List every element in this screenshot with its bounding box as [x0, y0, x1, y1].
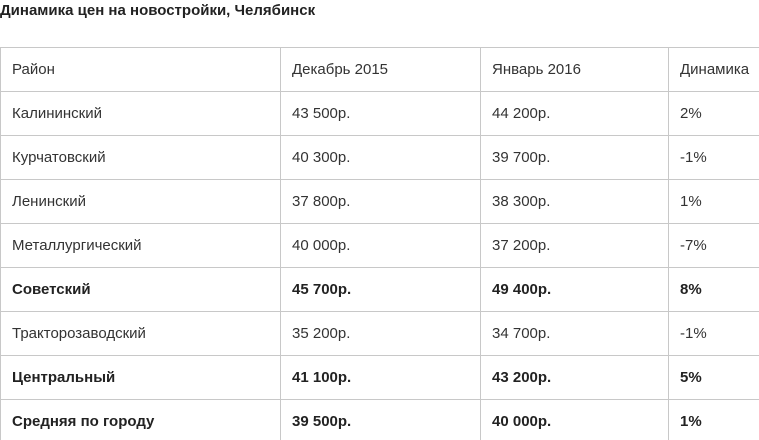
cell-change: 2%: [669, 92, 759, 136]
cell-change: 1%: [669, 180, 759, 224]
cell-district: Центральный: [1, 356, 281, 400]
cell-dec2015: 39 500р.: [281, 400, 481, 440]
header-district: Район: [1, 48, 281, 92]
cell-jan2016: 38 300р.: [481, 180, 669, 224]
table-row: [1, 136, 759, 180]
cell-dec2015: 40 300р.: [281, 136, 481, 180]
table-row: [1, 312, 759, 356]
cell-district: Средняя по городу: [1, 400, 281, 440]
cell-district: Курчатовский: [1, 136, 281, 180]
cell-jan2016: 39 700р.: [481, 136, 669, 180]
table-row: [1, 356, 759, 400]
table-row: [1, 268, 759, 312]
price-table: [0, 47, 759, 440]
header-change: Динамика: [669, 48, 759, 92]
table-row: [1, 400, 759, 440]
cell-district: Калининский: [1, 92, 281, 136]
cell-jan2016: 49 400р.: [481, 268, 669, 312]
cell-jan2016: 44 200р.: [481, 92, 669, 136]
cell-change: -1%: [669, 312, 759, 356]
cell-dec2015: 35 200р.: [281, 312, 481, 356]
cell-change: 8%: [669, 268, 759, 312]
table-row: [1, 224, 759, 268]
cell-jan2016: 37 200р.: [481, 224, 669, 268]
cell-dec2015: 43 500р.: [281, 92, 481, 136]
cell-district: Металлургический: [1, 224, 281, 268]
cell-jan2016: 40 000р.: [481, 400, 669, 440]
page-title: Динамика цен на новостройки, Челябинск: [0, 2, 316, 19]
cell-change: -1%: [669, 136, 759, 180]
cell-dec2015: 41 100р.: [281, 356, 481, 400]
cell-change: 1%: [669, 400, 759, 440]
cell-district: Ленинский: [1, 180, 281, 224]
cell-jan2016: 43 200р.: [481, 356, 669, 400]
cell-district: Тракторозаводский: [1, 312, 281, 356]
table-header-row: [1, 48, 759, 92]
header-dec2015: Декабрь 2015: [281, 48, 481, 92]
table-row: [1, 92, 759, 136]
cell-jan2016: 34 700р.: [481, 312, 669, 356]
cell-dec2015: 37 800р.: [281, 180, 481, 224]
cell-change: -7%: [669, 224, 759, 268]
price-table-body: [1, 48, 759, 440]
cell-dec2015: 45 700р.: [281, 268, 481, 312]
cell-dec2015: 40 000р.: [281, 224, 481, 268]
cell-change: 5%: [669, 356, 759, 400]
header-jan2016: Январь 2016: [481, 48, 669, 92]
table-row: [1, 180, 759, 224]
cell-district: Советский: [1, 268, 281, 312]
